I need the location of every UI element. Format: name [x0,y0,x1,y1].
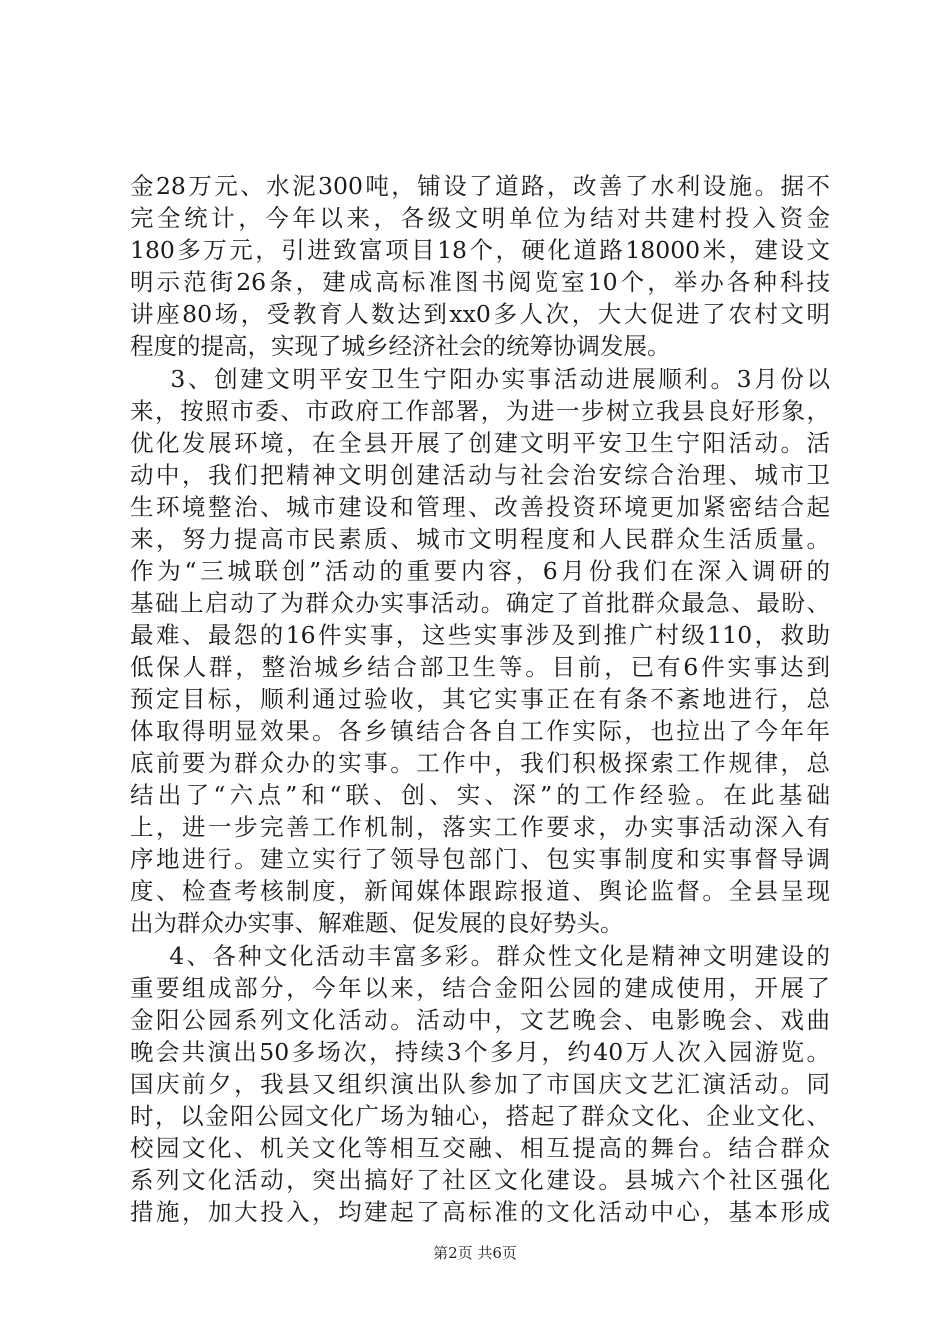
text-line: 重要组成部分，今年以来，结合金阳公园的建成使用，开展了 [130,974,830,1002]
text-line: 低保人群，整治城乡结合部卫生等。目前，已有6件实事达到 [130,653,830,681]
text-line: 体取得明显效果。各乡镇结合各自工作实际，也拉出了今年年 [130,717,830,745]
text-line: 度、检查考核制度，新闻媒体跟踪报道、舆论监督。全县呈现 [130,877,830,905]
text-line: 预定目标，顺利通过验收，其它实事正在有条不紊地进行，总 [130,685,830,713]
text-line: 明示范街26条，建成高标准图书阅览室10个，举办各种科技 [130,268,830,296]
text-line: 序地进行。建立实行了领导包部门、包实事制度和实事督导调 [130,845,830,873]
text-line: 生环境整治、城市建设和管理、改善投资环境更加紧密结合起 [130,493,830,521]
text-line: 金阳公园系列文化活动。活动中，文艺晚会、电影晚会、戏曲 [130,1006,830,1034]
text-line: 上，进一步完善工作机制，落实工作要求，办实事活动深入有 [130,813,830,841]
text-line: 校园文化、机关文化等相互交融、相互提高的舞台。结合群众 [130,1134,830,1162]
page-number-footer: 第2页 共6页 [433,1244,517,1262]
text-line: 结出了“六点”和“联、创、实、深”的工作经验。在此基础 [130,781,830,809]
text-line: 180多万元，引进致富项目18个，硬化道路18000米，建设文 [130,236,830,264]
text-line: 国庆前夕，我县又组织演出队参加了市国庆文艺汇演活动。同 [130,1070,830,1098]
text-line: 动中，我们把精神文明创建活动与社会治安综合治理、城市卫 [130,461,830,489]
text-line: 底前要为群众办的实事。工作中，我们积极探索工作规律，总 [130,749,830,777]
text-line: 完全统计，今年以来，各级文明单位为结对共建村投入资金 [130,204,830,232]
text-line: 出为群众办实事、解难题、促发展的良好势头。 [130,909,624,937]
text-line: 系列文化活动，突出搞好了社区文化建设。县城六个社区强化 [130,1166,830,1194]
text-line: 来，努力提高市民素质、城市文明程度和人民群众生活质量。 [130,525,830,553]
text-line: 来，按照市委、市政府工作部署，为进一步树立我县良好形象， [130,397,830,425]
text-line: 晚会共演出50多场次，持续3个多月，约40万人次入园游览。 [130,1038,830,1066]
text-line: 措施，加大投入，均建起了高标准的文化活动中心，基本形成 [130,1198,830,1226]
paragraph-start-line: 3、创建文明平安卫生宁阳办实事活动进展顺利。3月份以 [130,365,830,393]
text-line: 金28万元、水泥300吨，铺设了道路，改善了水利设施。据不 [130,172,830,200]
text-line: 时，以金阳公园文化广场为轴心，搭起了群众文化、企业文化、 [130,1102,830,1130]
text-line: 讲座80场，受教育人数达到xx0多人次，大大促进了农村文明 [130,300,830,328]
text-line: 作为“三城联创”活动的重要内容，6月份我们在深入调研的 [130,557,830,585]
paragraph-start-line: 4、各种文化活动丰富多彩。群众性文化是精神文明建设的 [130,942,830,970]
text-line: 程度的提高，实现了城乡经济社会的统筹协调发展。 [130,332,671,360]
text-line: 基础上启动了为群众办实事活动。确定了首批群众最急、最盼、 [130,589,830,617]
text-line: 优化发展环境，在全县开展了创建文明平安卫生宁阳活动。活 [130,429,830,457]
text-line: 最难、最怨的16件实事，这些实事涉及到推广村级110，救助 [130,621,830,649]
